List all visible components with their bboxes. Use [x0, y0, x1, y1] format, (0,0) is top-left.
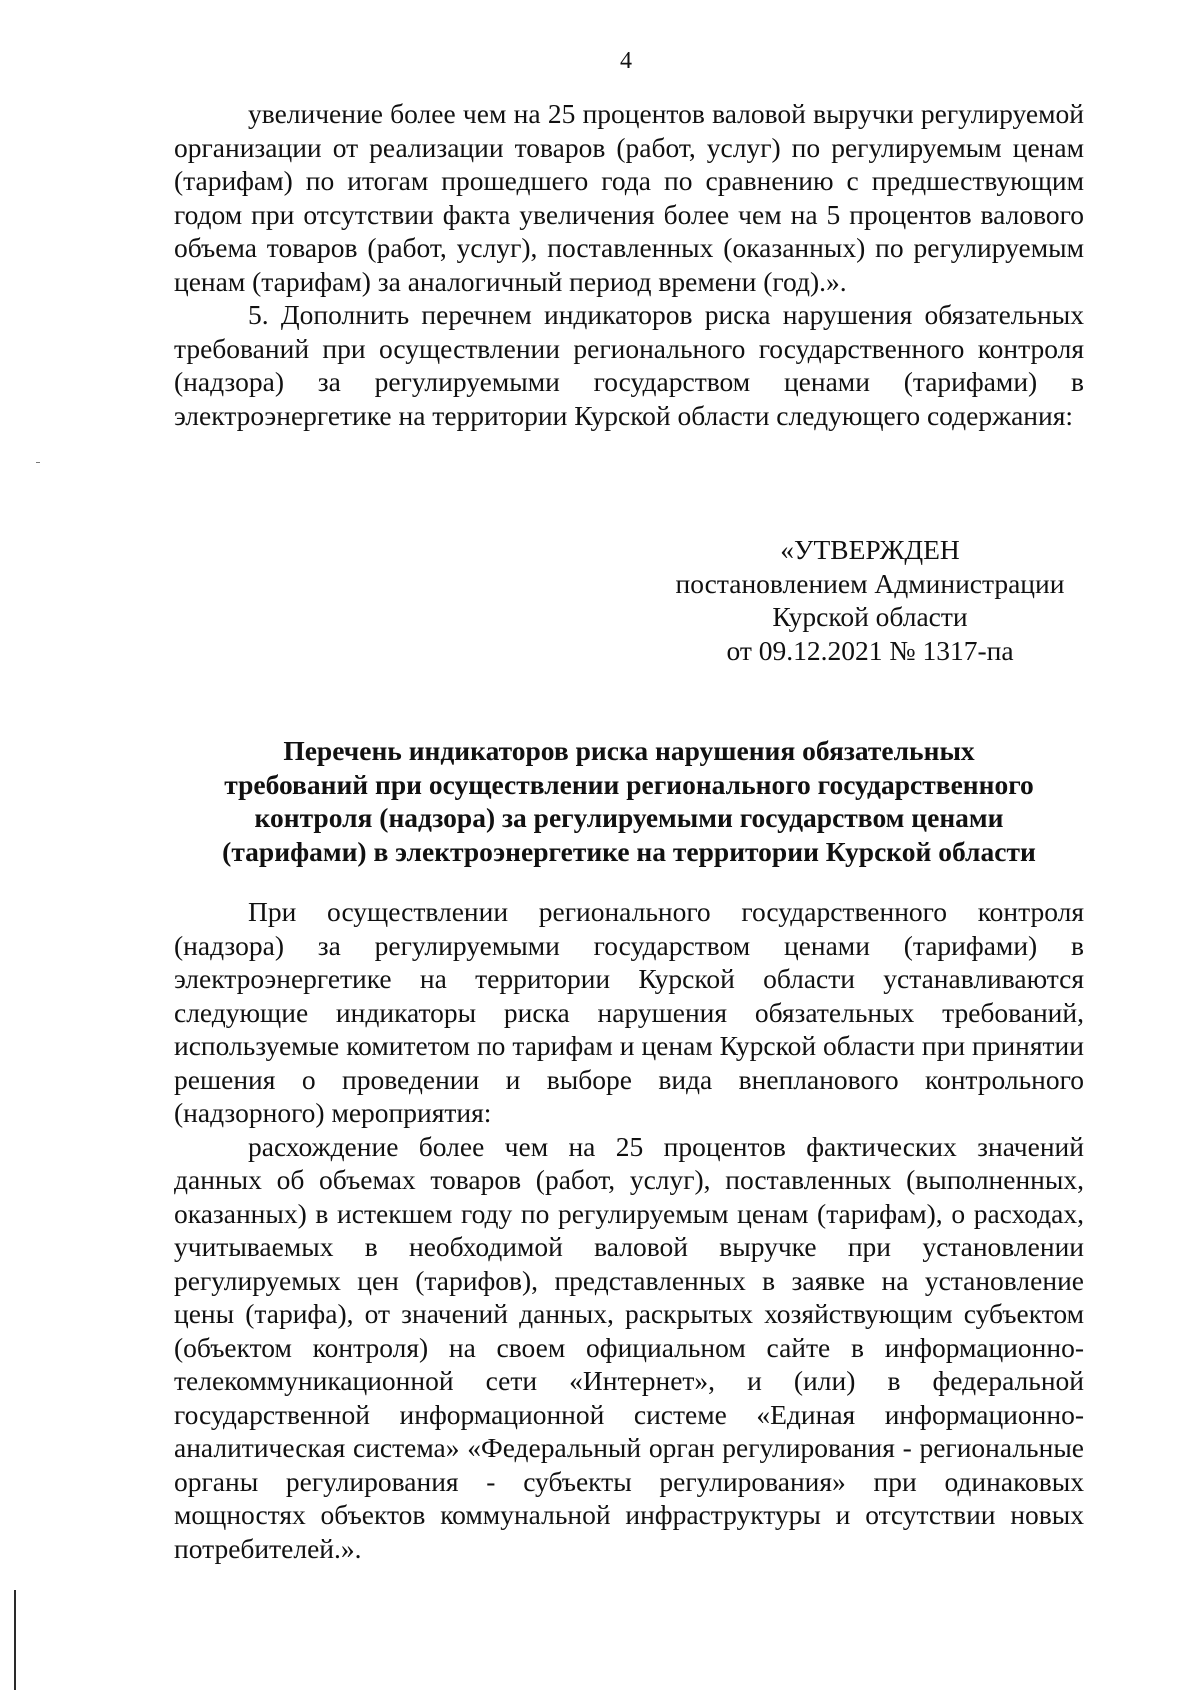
scan-edge-line	[14, 1590, 16, 1690]
intro-paragraph-1: увеличение более чем на 25 процентов валовой выручки регулируемой организации от реализации товаров (работ, услуг) по регулируемым ценам (тарифам) по итогам прошедшего года по сравнению с предшествующим годом при отсутствии факта увеличения более чем на 5 процентов валового объема товаров (работ, услуг), поставленных (оказанных) по регулируемым ценам (тарифам) за аналогичный период времени (год).».	[174, 98, 1084, 297]
scan-margin-mark	[36, 462, 40, 463]
intro-section	[174, 97, 1084, 432]
list-heading	[174, 734, 1084, 868]
heading-line-1: Перечень индикаторов риска нарушения обязательных	[283, 735, 975, 766]
approval-line-2: постановлением Администрации	[675, 567, 1065, 599]
heading-line-4: (тарифами) в электроэнергетике на территории Курской области	[222, 835, 1036, 867]
approval-line-3: Курской области	[772, 601, 968, 632]
page-number: 4	[620, 48, 632, 74]
body-paragraph-1: При осуществлении регионального государственного контроля (надзора) за регулируемыми государством ценами (тарифами) в электроэнергетике на территории Курской области устанавливаются следующие индикаторы риска нарушения обязательных требований, используемые комитетом по тарифам и ценам Курской области при принятии решения о проведении и выборе вида внепланового контрольного (надзорного) мероприятия:	[174, 896, 1084, 1128]
body-section	[174, 895, 1084, 1565]
approval-stamp-block	[660, 533, 1080, 667]
heading-line-3: контроля (надзора) за регулируемыми государством ценами	[254, 802, 1004, 833]
body-paragraph-2: расхождение более чем на 25 процентов фактических значений данных об объемах товаров (работ, услуг), поставленных (выполненных, оказанных) в истекшем году по регулируемым ценам (тарифам), о расходах, учитываемых в необходимой валовой выручке при установлении регулируемых цен (тарифов), представленных в заявке на установление цены (тарифа), от значений данных, раскрытых хозяйствующим субъектом (объектом контроля) на своем официальном сайте в информационно-телекоммуникационной сети «Интернет», и (или) в федеральной государственной информационной системе «Единая информационно-аналитическая система» «Федеральный орган регулирования - региональные органы регулирования - субъекты регулирования» при одинаковых мощностях объектов коммунальной инфраструктуры и отсутствии новых потребителей.».	[174, 1130, 1084, 1564]
approval-line-4: от 09.12.2021 № 1317-па	[726, 634, 1014, 666]
heading-line-2: требований при осуществлении регионального государственного	[224, 768, 1034, 800]
approval-line-1: «УТВЕРЖДЕН	[780, 534, 960, 565]
intro-paragraph-2: 5. Дополнить перечнем индикаторов риска нарушения обязательных требований при осуществлении регионального государственного контроля (надзора) за регулируемыми государством ценами (тарифами) в электроэнергетике на территории Курской области следующего содержания:	[174, 299, 1084, 431]
